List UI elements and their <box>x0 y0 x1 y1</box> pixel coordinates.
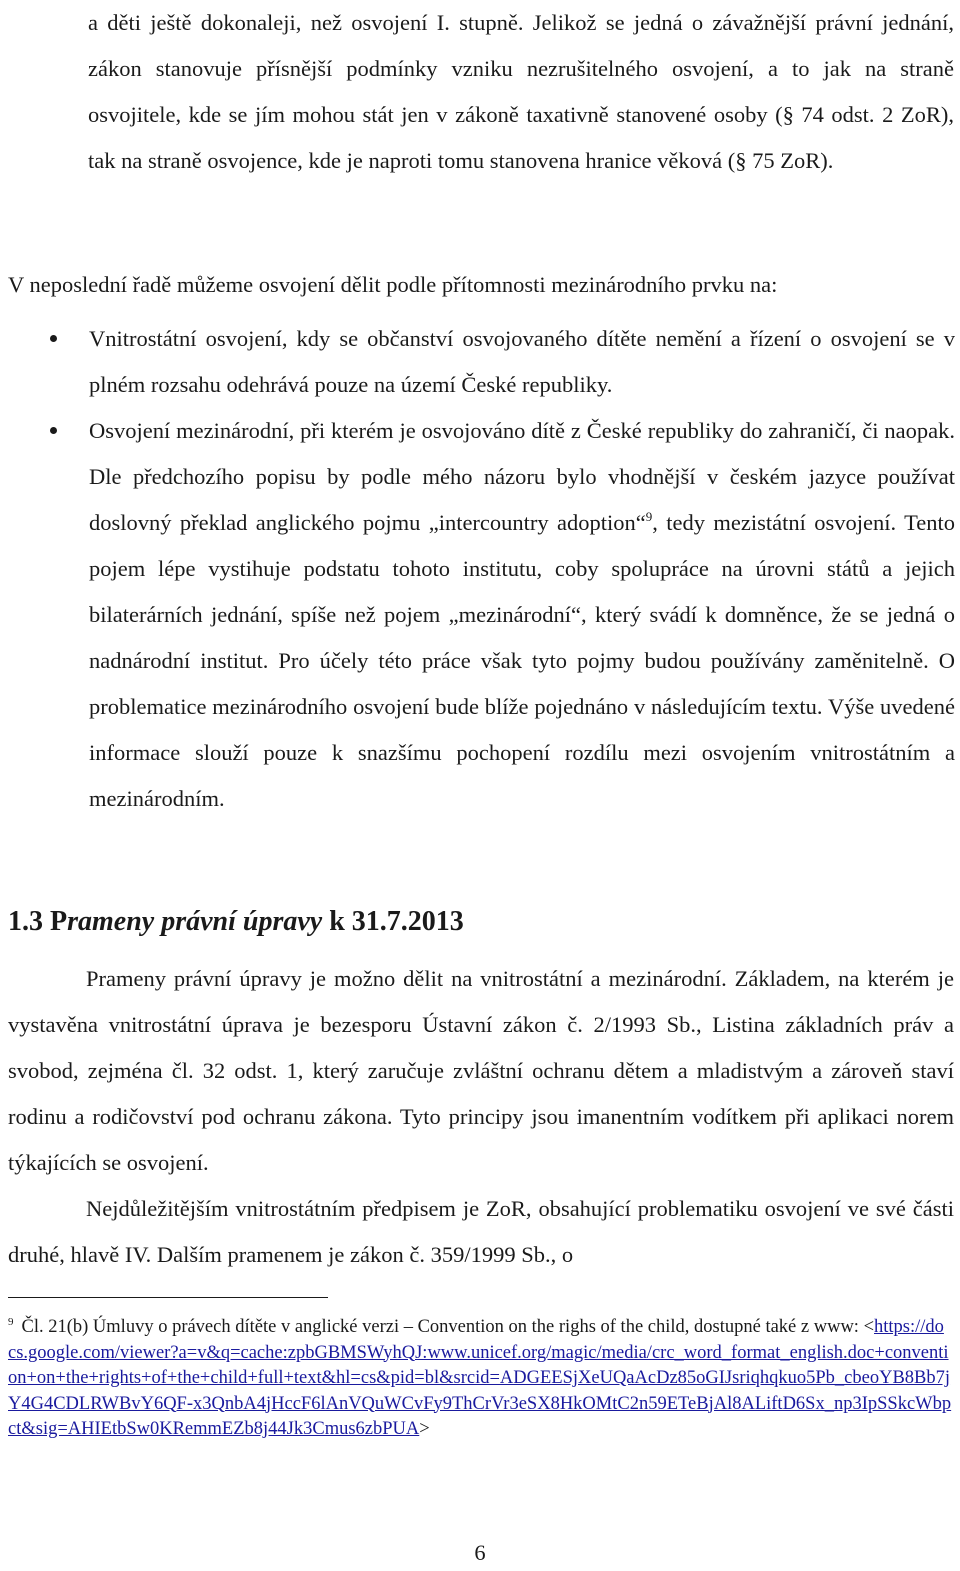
section-heading <box>8 900 464 944</box>
bullet-icon <box>50 427 57 434</box>
bullet-item-international <box>0 408 955 822</box>
page-number: 6 <box>474 1540 486 1565</box>
bullet-text-international-part1: Osvojení mezinárodní, při kterém je osvojováno dítě z České republiky do zahraničí, či naopak. Dle předchozího popisu by podle mého názoru bylo vhodnější v českém jazyce používat doslovný překlad anglického pojmu „intercountry adoption“ <box>89 418 955 535</box>
paragraph-adoption-types-end: a děti ještě dokonaleji, než osvojení I. stupně. Jelikož se jedná o závažnější právní jednání, zákon stanovuje přísnější podmínky vzniku nezrušitelného osvojení, a to jak na straně osvojitele, kde se jím mohou stát jen v zákoně taxativně stanovené osoby (§ 74 odst. 2 ZoR), tak na straně osvojence, kde je naproti tomu stanovena hranice věková (§ 75 ZoR). <box>88 10 954 173</box>
footnote-number: 9 <box>8 1316 14 1328</box>
adoption-bullet-list <box>0 316 960 822</box>
section-heading-date: k 31.7.2013 <box>322 906 464 937</box>
footnote-close: > <box>419 1419 430 1439</box>
footnote-reference[interactable]: 9 <box>645 509 653 524</box>
section-heading-title: rameny právní úpravy <box>67 906 323 937</box>
bullet-icon <box>50 335 57 342</box>
footnote <box>8 1310 952 1443</box>
bullet-text-international-part2: , tedy mezistátní osvojení. Tento pojem lépe vystihuje podstatu tohoto institutu, coby spolupráce na úrovni států a jejich bilaterárních jednání, spíše než pojem „mezinárodní“, který svádí k domněnce, že se jedná o nadnárodní institut. Pro účely této práce však tyto pojmy budou používány zaměnitelně. O problematice mezinárodního osvojení bude blíže pojednáno v následujícím textu. Výše uvedené informace slouží pouze k snazšímu pochopení rozdílu mezi osvojením vnitrostátním a mezinárodním. <box>89 510 955 811</box>
bullet-text-domestic: Vnitrostátní osvojení, kdy se občanství osvojovaného dítěte nemění a řízení o osvojení se v plném rozsahu odehrává pouze na území České republiky. <box>89 326 955 397</box>
paragraph-sources-of-law: Prameny právní úpravy je možno dělit na vnitrostátní a mezinárodní. Základem, na kterém je vystavěna vnitrostátní úprava je bezesporu Ústavní zákon č. 2/1993 Sb., Listina základních práv a svobod, zejména čl. 32 odst. 1, který zaručuje zvláštní ochranu dětem a mladistvým a zároveň staví rodinu a rodičovství pod ochranu zákona. Tyto principy jsou imanentním vodítkem při aplikaci norem týkajících se osvojení. <box>8 966 954 1175</box>
footnote-link[interactable]: https://docs.google.com/viewer?a=v&q=cache:zpbGBMSWyhQJ:www.unicef.org/magic/media/crc_word_format_english.doc+convention+on+the+rights+of+the+child+full+text&hl=cs&pid=bl&srcid=ADGEESjXeUQaAcDz85oGIJsriqhqkuo5Pb_cbeoYB8Bb7jY4G4CDLRWBvY6QF-x3QnbA4jHccF6lAnVQuWCvFy9ThCrVr3eSX8HkOMtC2n59ETeBjAl8ALiftD6Sx_np3IpSSkcWbpct&sig=AHIEtbSw0KRemmEZb8j44Jk3Cmus6zbPUA <box>8 1317 952 1439</box>
paragraph-international-element-intro: V neposlední řadě můžeme osvojení dělit podle přítomnosti mezinárodního prvku na: <box>8 272 778 297</box>
footnote-text: Čl. 21(b) Úmluvy o právech dítěte v anglické verzi – Convention on the righs of the child, dostupné také z www: < <box>21 1317 874 1337</box>
section-heading-number: 1.3 P <box>8 906 68 937</box>
bullet-item-domestic <box>0 316 955 408</box>
paragraph-main-domestic-source: Nejdůležitějším vnitrostátním předpisem je ZoR, obsahující problematiku osvojení ve své části druhé, hlavě IV. Dalším pramenem je zákon č. 359/1999 Sb., o <box>8 1196 954 1267</box>
footnote-separator <box>8 1297 328 1298</box>
